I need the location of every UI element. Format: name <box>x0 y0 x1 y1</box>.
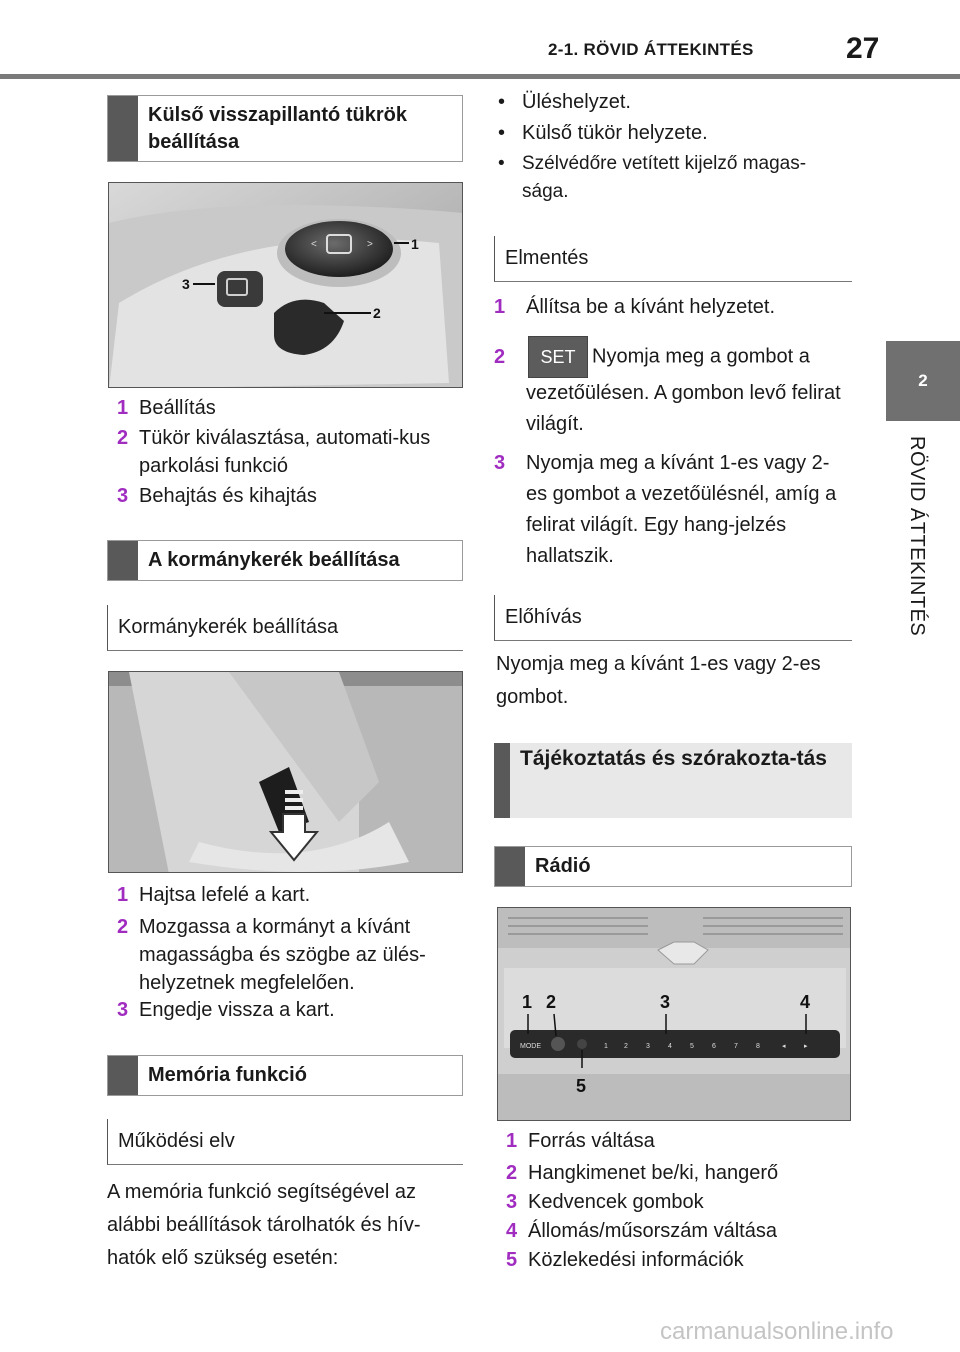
panel-key-3: 3 <box>646 1043 650 1050</box>
panel-key-5: 5 <box>690 1043 694 1050</box>
set-button-icon: SET <box>528 336 588 378</box>
chapter-side-label: RÖVID ÁTTEKINTÉS <box>906 436 928 637</box>
section-heading-memory <box>107 1055 463 1096</box>
chapter-tab: 2 <box>886 341 960 421</box>
section-heading-infotainment <box>494 743 852 818</box>
heading-bar <box>494 743 510 818</box>
watermark: carmanualsonline.info <box>660 1318 894 1345</box>
item-text: Hangkimenet be/ki, hangerő <box>528 1162 779 1184</box>
heading-text: Tájékoztatás és szórakozta-tás <box>520 747 827 770</box>
item-number: 1 <box>494 296 506 318</box>
radio-item-4 <box>506 1217 852 1245</box>
item-text: Mozgassa a kormányt a kívánt magasságba és szögbe az ülés-helyzetnek megfelelően. <box>139 916 426 994</box>
item-number: 3 <box>117 999 129 1021</box>
radio-callout-5: 5 <box>576 1076 587 1096</box>
radio-item-3 <box>506 1188 852 1216</box>
steering-item-2 <box>117 913 463 997</box>
heading-bar <box>108 541 138 580</box>
item-number: 3 <box>494 452 506 474</box>
radio-panel-photo <box>497 907 851 1121</box>
radio-callout-3: 3 <box>660 992 671 1012</box>
radio-callout-1: 1 <box>522 992 533 1012</box>
item-number: 2 <box>117 427 129 449</box>
panel-key-6: 6 <box>712 1043 716 1050</box>
item-number: 1 <box>117 884 129 906</box>
subheading-save: Elmentés <box>494 236 852 282</box>
svg-text:>: > <box>367 239 373 250</box>
bullet-text: Külső tükör helyzete. <box>522 122 708 144</box>
panel-key-8: 8 <box>756 1043 760 1050</box>
item-text: Beállítás <box>139 397 216 419</box>
panel-key-7: 7 <box>734 1043 738 1050</box>
heading-text: A kormánykerék beállítása <box>148 549 400 571</box>
section-heading-steering <box>107 540 463 581</box>
radio-item-1 <box>506 1127 852 1155</box>
item-number: 3 <box>506 1191 518 1213</box>
radio-callout-4: 4 <box>800 992 811 1012</box>
item-number: 2 <box>117 916 129 938</box>
steering-item-1 <box>117 881 463 909</box>
mirror-item-3 <box>117 482 457 510</box>
memory-bullet-1: • Üléshelyzet. <box>496 88 856 116</box>
item-text: Állomás/műsorszám váltása <box>528 1220 777 1242</box>
page-number: 27 <box>846 32 880 65</box>
subheading-memory: Működési elv <box>107 1119 463 1165</box>
item-text: Tükör kiválasztása, automati-kus parkolási funkció <box>139 427 431 477</box>
item-text: Közlekedési információk <box>528 1249 744 1271</box>
item-text: Nyomja meg a gombot a vezetőülésen. A gombon levő felirat világít. <box>526 345 841 435</box>
steering-lever-illustration <box>109 672 463 873</box>
memory-intro: A memória funkció segítségével az alábbi beállítások tárolhatók és hív-hatók elő szükség esetén: <box>107 1181 421 1269</box>
running-header-title: 2-1. RÖVID ÁTTEKINTÉS <box>548 40 754 59</box>
section-heading-mirrors <box>107 95 463 162</box>
item-text: Nyomja meg a kívánt 1-es vagy 2-es gombot a vezetőülésnél, amíg a felirat világít. Egy hang-jelzés hallatszik. <box>526 452 837 567</box>
panel-key-1: 1 <box>604 1043 608 1050</box>
save-step-3 <box>494 448 850 572</box>
item-number: 1 <box>506 1130 518 1152</box>
bullet-text: Szélvédőre vetített kijelző magas-sága. <box>522 153 807 202</box>
subheading-steering: Kormánykerék beállítása <box>107 605 463 651</box>
steering-lever-photo <box>108 671 463 873</box>
panel-key-2: 2 <box>624 1043 628 1050</box>
radio-item-5 <box>506 1246 852 1274</box>
item-number: 2 <box>506 1162 518 1184</box>
heading-text: Rádió <box>535 855 591 877</box>
item-number: 2 <box>494 346 506 368</box>
callout-2: 2 <box>373 305 381 321</box>
mirror-item-1 <box>117 394 457 422</box>
svg-text:◂: ◂ <box>782 1043 786 1050</box>
callout-1: 1 <box>411 236 419 252</box>
mirror-controls-illustration <box>109 183 463 388</box>
memory-bullet-2: • Külső tükör helyzete. <box>496 119 856 147</box>
svg-text:<: < <box>311 239 317 250</box>
item-text: Forrás váltása <box>528 1130 655 1152</box>
item-number: 1 <box>117 397 129 419</box>
heading-text: Külső visszapillantó tükrök beállítása <box>148 104 407 153</box>
radio-item-2 <box>506 1159 852 1187</box>
heading-bar <box>108 1056 138 1095</box>
steering-item-3 <box>117 996 463 1024</box>
svg-text:▸: ▸ <box>804 1043 808 1050</box>
subheading-recall: Előhívás <box>494 595 852 641</box>
radio-panel-illustration <box>498 908 851 1121</box>
item-text: Hajtsa lefelé a kart. <box>139 884 311 906</box>
item-number: 4 <box>506 1220 518 1242</box>
header-divider <box>0 74 960 79</box>
panel-key-4: 4 <box>668 1043 672 1050</box>
save-step-1 <box>494 292 850 322</box>
section-heading-radio <box>494 846 852 887</box>
item-text: Kedvencek gombok <box>528 1191 704 1213</box>
item-number: 5 <box>506 1249 518 1271</box>
mirror-item-2 <box>117 424 457 480</box>
panel-mode-label: MODE <box>520 1043 541 1050</box>
radio-callout-2: 2 <box>546 992 557 1012</box>
heading-text: Memória funkció <box>148 1064 307 1086</box>
bullet-text: Üléshelyzet. <box>522 91 631 113</box>
heading-bar <box>495 847 525 886</box>
recall-text: Nyomja meg a kívánt 1-es vagy 2-es gombot. <box>496 653 821 708</box>
memory-bullet-3: • Szélvédőre vetített kijelző magas-sága. <box>496 150 846 206</box>
item-text: Behajtás és kihajtás <box>139 485 317 507</box>
item-text: Állítsa be a kívánt helyzetet. <box>526 296 776 318</box>
heading-bar <box>108 96 138 161</box>
save-step-2 <box>494 336 850 440</box>
callout-3: 3 <box>182 276 190 292</box>
mirror-controls-photo <box>108 182 463 388</box>
item-number: 3 <box>117 485 129 507</box>
item-text: Engedje vissza a kart. <box>139 999 335 1021</box>
